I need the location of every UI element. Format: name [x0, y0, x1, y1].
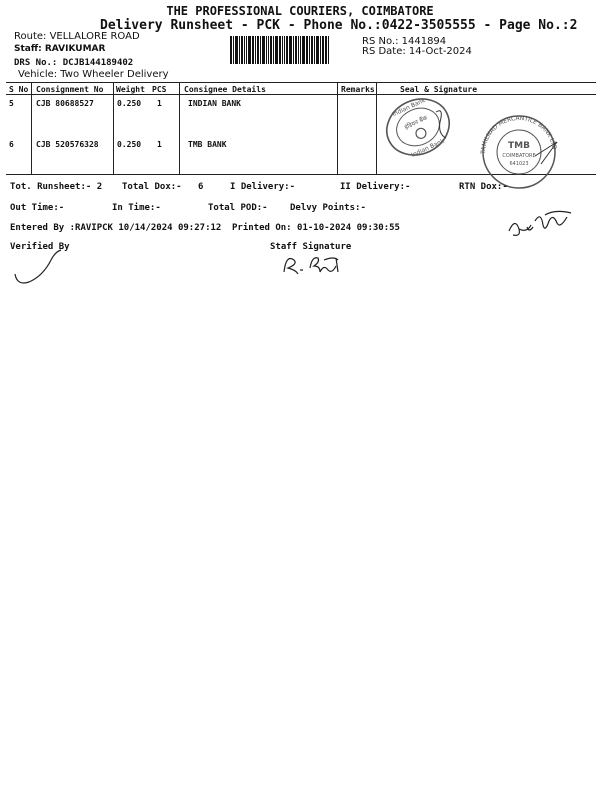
runsheet-title: Delivery Runsheet - PCK - Phone No.:0422-3505555 - Page No.:2: [100, 18, 578, 33]
stamp-text-middle: इंडियन बैंक: [403, 114, 429, 132]
printed-on: Printed On: 01-10-2024 09:30:55: [232, 223, 400, 233]
vehicle-label: Vehicle: Two Wheeler Delivery: [18, 69, 169, 80]
receiver-signature: [505, 205, 580, 245]
drs-number: DRS No.: DCJB144189402: [14, 58, 134, 68]
delvy-points: Delvy Points:-: [290, 203, 366, 213]
company-title: THE PROFESSIONAL COURIERS, COIMBATORE: [166, 4, 434, 18]
verified-by-label: Verified By: [10, 242, 70, 252]
row-consignment: CJB 520576328: [36, 140, 99, 149]
total-dox: Total Dox:-: [122, 182, 182, 192]
entered-by: Entered By :RAVIPCK 10/14/2024 09:27:12: [10, 223, 222, 233]
row-consignment: CJB 80688527: [36, 99, 94, 108]
col-header-seal: Seal & Signature: [400, 85, 478, 94]
col-divider: [376, 82, 377, 174]
rs-number: RS No.: 1441894: [362, 36, 447, 47]
total-dox-value: 6: [198, 182, 204, 192]
bank-logo-icon: [414, 127, 427, 140]
ii-delivery: II Delivery:-: [340, 182, 411, 192]
tmb-city: COIMBATORE: [502, 153, 536, 159]
col-divider: [31, 82, 32, 174]
tmb-code: 641023: [509, 161, 529, 167]
staff-signature-label: Staff Signature: [270, 242, 352, 252]
in-time: In Time:-: [112, 203, 161, 213]
staff-label: Staff: RAVIKUMAR: [14, 44, 106, 54]
staff-signature: [278, 250, 358, 280]
col-header-remarks: Remarks: [341, 85, 375, 94]
route-label: Route: VELLALORE ROAD: [14, 31, 140, 42]
row-consignee: INDIAN BANK: [188, 99, 241, 108]
table-header-border: [6, 94, 596, 95]
col-header-consignment: Consignment No: [36, 85, 104, 94]
row-weight: 0.250: [117, 99, 142, 108]
barcode: [230, 36, 354, 64]
tmb-ring-text: TAMILNAD MERCANTILE BANK LTD: [479, 114, 558, 155]
row-sno: 5: [9, 99, 14, 108]
indian-bank-stamp: [378, 92, 458, 162]
stamp-text-bottom: Indian Bank: [410, 137, 446, 159]
col-header-consignee: Consignee Details: [184, 85, 266, 94]
row-weight: 0.250: [117, 140, 142, 149]
col-header-sno: S No: [9, 85, 29, 94]
out-time: Out Time:-: [10, 203, 65, 213]
tmb-center: TMB: [508, 141, 530, 151]
col-header-pcs: PCS: [152, 85, 167, 94]
tot-runsheet: Tot. Runsheet:- 2: [10, 182, 103, 192]
stamp-text-top: Indian Bank: [391, 96, 427, 119]
rtn-dox: RTN Dox:-: [459, 182, 508, 192]
row-sno: 6: [9, 140, 14, 149]
table-top-border: [6, 82, 596, 83]
row-pcs: 1: [157, 140, 162, 149]
col-divider: [179, 82, 180, 174]
total-pod: Total POD:-: [208, 203, 268, 213]
col-divider: [113, 82, 114, 174]
tmb-bank-stamp: [475, 110, 565, 190]
col-header-weight: Weight: [116, 85, 145, 94]
rs-date: RS Date: 14-Oct-2024: [362, 46, 472, 57]
verified-signature: [12, 244, 72, 288]
row-pcs: 1: [157, 99, 162, 108]
row-consignee: TMB BANK: [188, 140, 227, 149]
col-divider: [337, 82, 338, 174]
i-delivery: I Delivery:-: [230, 182, 296, 192]
